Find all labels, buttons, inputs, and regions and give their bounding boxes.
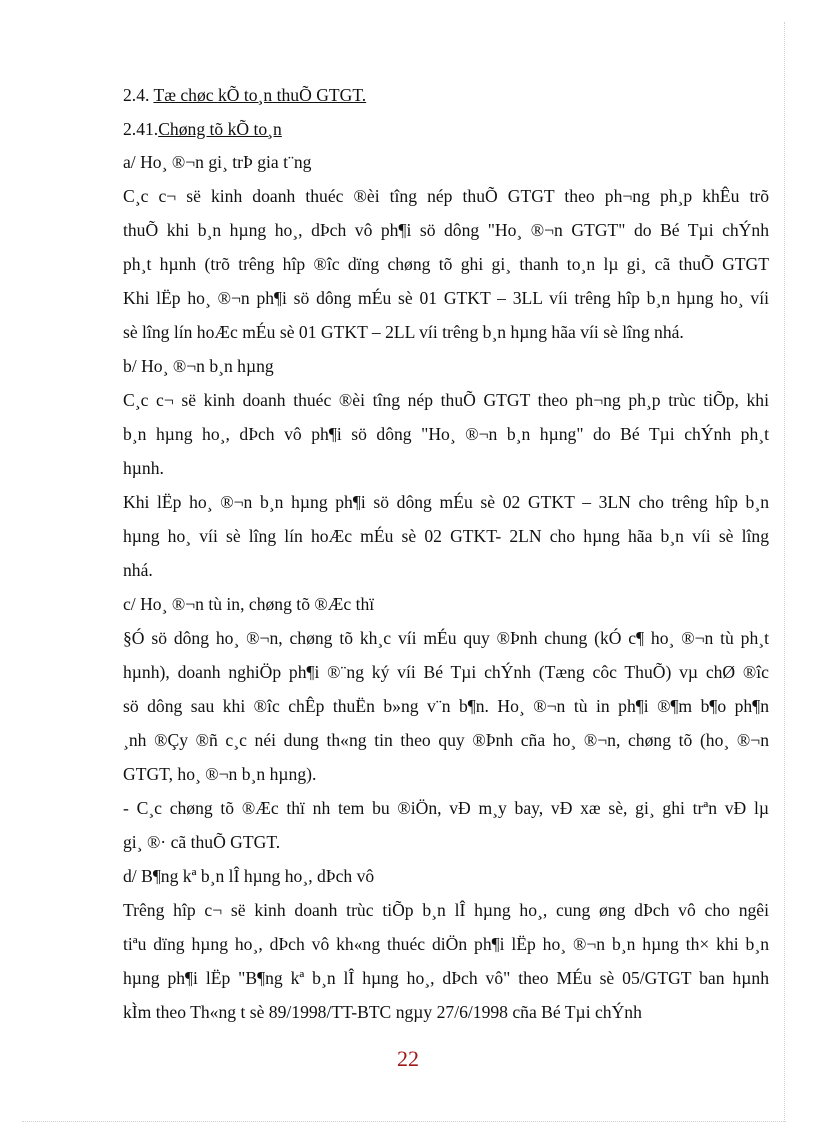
section-heading-2-4-1: 2.41.Chøng tõ kÕ to¸n bbox=[123, 119, 282, 139]
page-number: 22 bbox=[397, 1046, 419, 1071]
paragraph-line: nhá. bbox=[123, 560, 153, 580]
paragraph-line: hµnh), doanh nghiÖp ph¶i ®¨ng ký víi Bé Tµi chÝnh (Tæng côc ThuÕ) vµ chØ ®îc bbox=[123, 662, 769, 682]
subheading-d: d/ B¶ng kª b¸n lÎ hµng ho¸, dÞch vô bbox=[123, 866, 375, 886]
paragraph-line: sö dông sau khi ®îc chÊp thuËn b»ng v¨n b¶n. Ho¸ ®¬n tù in ph¶i ®¶m b¶o ph¶n bbox=[123, 696, 769, 716]
paragraph-line: thuÕ khi b¸n hµng ho¸, dÞch vô ph¶i sö dông "Ho¸ ®¬n GTGT" do Bé Tµi chÝnh bbox=[123, 220, 769, 240]
paragraph-line: Khi lËp ho¸ ®¬n ph¶i sö dông mÉu sè 01 GTKT – 3LL víi trêng hîp b¸n hµng ho¸ víi bbox=[123, 288, 769, 308]
paragraph-line: tiªu dïng hµng ho¸, dÞch vô kh«ng thuéc diÖn ph¶i lËp ho¸ ®¬n b¸n hµng th× khi b¸n bbox=[123, 934, 769, 954]
paragraph-line: - C¸c chøng tõ ®Æc thï nh tem bu ®iÖn, vÐ m¸y bay, vÐ xæ sè, gi¸ ghi trªn vÐ lµ bbox=[123, 798, 769, 818]
paragraph-line: C¸c c¬ së kinh doanh thuéc ®èi tîng nép thuÕ GTGT theo ph¬ng ph¸p khÊu trõ bbox=[123, 186, 769, 206]
section-heading-2-4: 2.4. Tæ chøc kÕ to¸n thuÕ GTGT. bbox=[123, 85, 367, 105]
paragraph-line: hµng ho¸ víi sè lîng lín hoÆc mÉu sè 02 GTKT- 2LN cho hµng hãa b¸n víi sè lîng bbox=[123, 526, 769, 546]
paragraph-line: sè lîng lín hoÆc mÉu sè 01 GTKT – 2LL víi trêng b¸n hµng hãa víi sè lîng nhá. bbox=[123, 322, 684, 342]
paragraph-line: Trêng hîp c¬ së kinh doanh trùc tiÕp b¸n lÎ hµng ho¸, cung øng dÞch vô cho ngêi bbox=[123, 900, 769, 920]
subheading-a: a/ Ho¸ ®¬n gi¸ trÞ gia t¨ng bbox=[123, 152, 312, 172]
subheading-c: c/ Ho¸ ®¬n tù in, chøng tõ ®Æc thï bbox=[123, 594, 375, 614]
paragraph-line: §Ó sö dông ho¸ ®¬n, chøng tõ kh¸c víi mÉu quy ®Þnh chung (kÓ c¶ ho¸ ®¬n tù ph¸t bbox=[123, 628, 769, 648]
paragraph-line: gi¸ ®· cã thuÕ GTGT. bbox=[123, 832, 281, 852]
paragraph-line: Khi lËp ho¸ ®¬n b¸n hµng ph¶i sö dông mÉu sè 02 GTKT – 3LN cho trêng hîp b¸n bbox=[123, 492, 769, 512]
subheading-b: b/ Ho¸ ®¬n b¸n hµng bbox=[123, 356, 274, 376]
paragraph-line: ph¸t hµnh (trõ trêng hîp ®îc dïng chøng tõ ghi gi¸ thanh to¸n lµ gi¸ cã thuÕ GTGT bbox=[123, 254, 769, 274]
paragraph-line: ¸nh ®Çy ®ñ c¸c néi dung th«ng tin theo quy ®Þnh cña ho¸ ®¬n, chøng tõ (ho¸ ®¬n bbox=[123, 730, 769, 750]
paragraph-line: b¸n hµng ho¸, dÞch vô ph¶i sö dông "Ho¸ ®¬n b¸n hµng" do Bé Tµi chÝnh ph¸t bbox=[123, 424, 769, 444]
paragraph-line: hµnh. bbox=[123, 458, 164, 478]
paragraph-line: GTGT, ho¸ ®¬n b¸n hµng). bbox=[123, 764, 317, 784]
paragraph-line: hµng ph¶i lËp "B¶ng kª b¸n lÎ hµng ho¸, dÞch vô" theo MÉu sè 05/GTGT ban hµnh bbox=[123, 968, 769, 988]
paragraph-line: kÌm theo Th«ng t sè 89/1998/TT-BTC ngµy 27/6/1998 cña Bé Tµi chÝnh bbox=[123, 1002, 642, 1022]
paragraph-line: C¸c c¬ së kinh doanh thuéc ®èi tîng nép thuÕ GTGT theo ph¬ng ph¸p trùc tiÕp, khi bbox=[123, 390, 769, 410]
